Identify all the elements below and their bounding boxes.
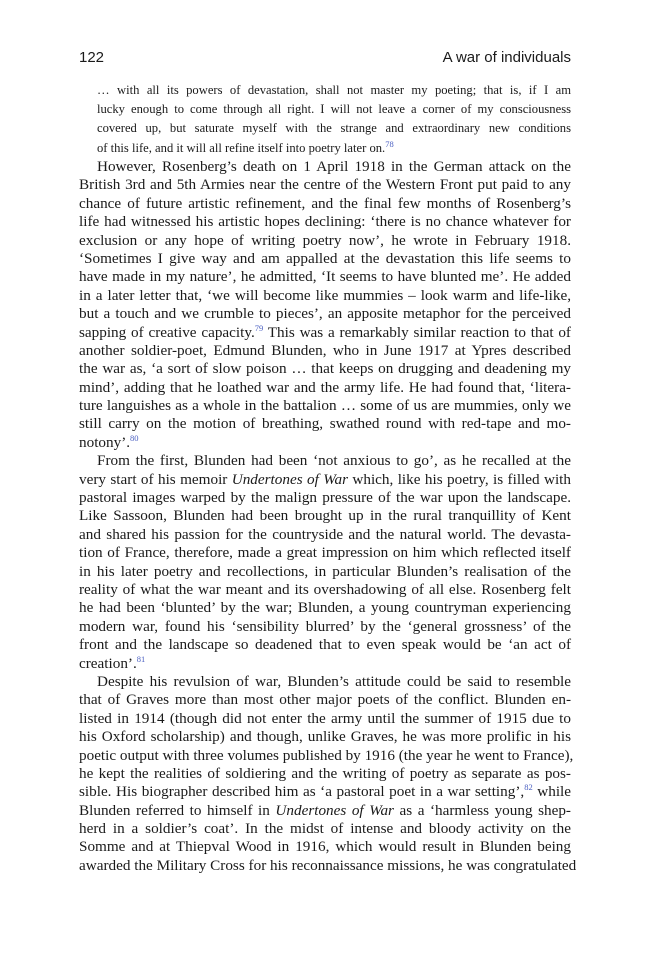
footnote-ref-78[interactable]: 78 <box>385 138 394 149</box>
book-title: Undertones of War <box>275 801 394 819</box>
book-title: Undertones of War <box>231 470 348 488</box>
text-line: poetic output with three volumes published by 1916 (the year he went to France), <box>79 746 574 764</box>
block-quote <box>97 81 571 158</box>
text-run: This was a remarkably similar reaction to that of <box>263 323 571 341</box>
quote-line: lucky enough to come through all right. I will not leave a corner of my consciousness <box>97 102 571 117</box>
text-line: exclusion or any hope of writing poetry now’, he wrote in February 1918. <box>79 231 571 249</box>
text-line: front and the landscape so deadened that to even speak would be ‘an act of <box>79 636 571 654</box>
text-run: sapping of creative capacity. <box>79 323 255 341</box>
text-line: chance of future artistic refinement, and the final few months of Rosenberg’s <box>79 194 571 212</box>
text-line: he had been ‘blunted’ by the war; Blunden, a young countryman experiencing <box>79 599 571 617</box>
text-run: notony’. <box>79 433 131 451</box>
text-line: Like Sassoon, Blunden had been brought up in the rural tranquillity of Kent <box>79 507 571 525</box>
text-line: his Oxford scholarship) and though, unlike Graves, he was more prolific in his <box>79 728 571 746</box>
text-line: However, Rosenberg’s death on 1 April 1918 in the German attack on the <box>97 158 571 175</box>
text-line: life had witnessed his artistic hopes declining: ‘there is no chance whatever for <box>79 213 571 231</box>
text-line: the war as, ‘a sort of slow poison … that keeps on drugging and deadening my <box>79 360 571 378</box>
text-line: in a later letter that, ‘we will become like mummies – look warm and life-like, <box>79 286 571 304</box>
text-line: pastoral images warped by the malign pressure of the war upon the landscape. <box>79 489 571 507</box>
text-line: modern war, found his ‘sensibility blurred’ by the ‘general grossness’ of the <box>79 617 571 635</box>
text-run: very start of his memoir <box>79 470 232 488</box>
text-line: ‘Sometimes I give way and am appalled at the devastation this life seems to <box>79 249 571 267</box>
text-line: but a touch and we crumble to pieces’, an apposite metaphor for the perceived <box>79 305 571 323</box>
text-line: From the first, Blunden had been ‘not anxious to go’, as he recalled at the <box>97 452 571 470</box>
footnote-ref-80[interactable]: 80 <box>130 432 139 443</box>
running-title: A war of individuals <box>442 49 571 66</box>
footnote-ref-79[interactable]: 79 <box>254 322 264 333</box>
text-line: reality of what the war meant and its overshadowing of all else. Rosenberg felt <box>79 580 571 598</box>
text-line: herd in a soldier’s coat’. In the midst of intense and bloody activity on the <box>79 820 571 838</box>
page-header <box>79 48 571 68</box>
text-line <box>79 471 571 489</box>
body-text <box>79 158 577 875</box>
text-line: British 3rd and 5th Armies near the centre of the Western Front put paid to any <box>79 176 571 194</box>
text-line: that of Graves more than most other major poets of the conflict. Blunden en- <box>79 691 571 709</box>
text-line <box>79 434 571 452</box>
quote-line: … with all its powers of devastation, shall not master my poeting; that is, if I am <box>97 83 571 97</box>
quote-line <box>97 139 571 158</box>
text-run: Blunden referred to himself in <box>79 801 276 819</box>
text-line: mind’, adding that he loathed war and the army life. He had found that, ‘litera- <box>79 378 571 396</box>
text-line: Somme and at Thiepval Wood in 1916, which would result in Blunden being <box>79 838 571 856</box>
text-run: as a ‘harmless young shep- <box>393 801 571 819</box>
text-line <box>79 783 571 801</box>
text-line: tion of France, therefore, made a great impression on him which reflected itself <box>79 544 571 562</box>
text-run: sible. His biographer described him as ‘a pastoral poet in a war setting’, <box>79 783 525 801</box>
text-line: still carry on the motion of breathing, swathed round with red-tape and mo- <box>79 415 571 433</box>
text-run: which, like his poetry, is filled with <box>348 470 571 488</box>
text-line <box>79 655 571 673</box>
text-line: and shared his passion for the countryside and the natural world. The devasta- <box>79 525 571 543</box>
text-line: have made in my nature’, he admitted, ‘It seems to have blunted me’. He added <box>79 268 571 286</box>
text-run: creation’. <box>79 654 137 672</box>
text-line: ture languishes as a whole in the battalion … some of us are mummies, only we <box>79 397 571 415</box>
text-line: another soldier-poet, Edmund Blunden, who in June 1917 at Ypres described <box>79 341 571 359</box>
footnote-ref-82[interactable]: 82 <box>524 782 533 793</box>
text-line: awarded the Military Cross for his reconnaissance missions, he was congratulated <box>79 856 577 874</box>
text-line: in his later poetry and recollections, in particular Blunden’s realisation of the <box>79 562 571 580</box>
text-line: listed in 1914 (though did not enter the army until the summer of 1915 due to <box>79 709 571 727</box>
text-run: while <box>532 783 572 801</box>
text-line: he kept the realities of soldiering and the writing of poetry as separate as pos- <box>79 764 571 782</box>
text-line <box>79 802 571 820</box>
quote-text: of this life, and it will all refine itself into poetry later on. <box>97 140 386 155</box>
quote-line: covered up, but saturate myself with the strange and extraordinary new conditions <box>97 121 571 136</box>
footnote-ref-81[interactable]: 81 <box>136 653 146 664</box>
text-line <box>79 324 571 342</box>
page-number: 122 <box>79 49 105 66</box>
text-line: Despite his revulsion of war, Blunden’s attitude could be said to resemble <box>97 672 571 690</box>
